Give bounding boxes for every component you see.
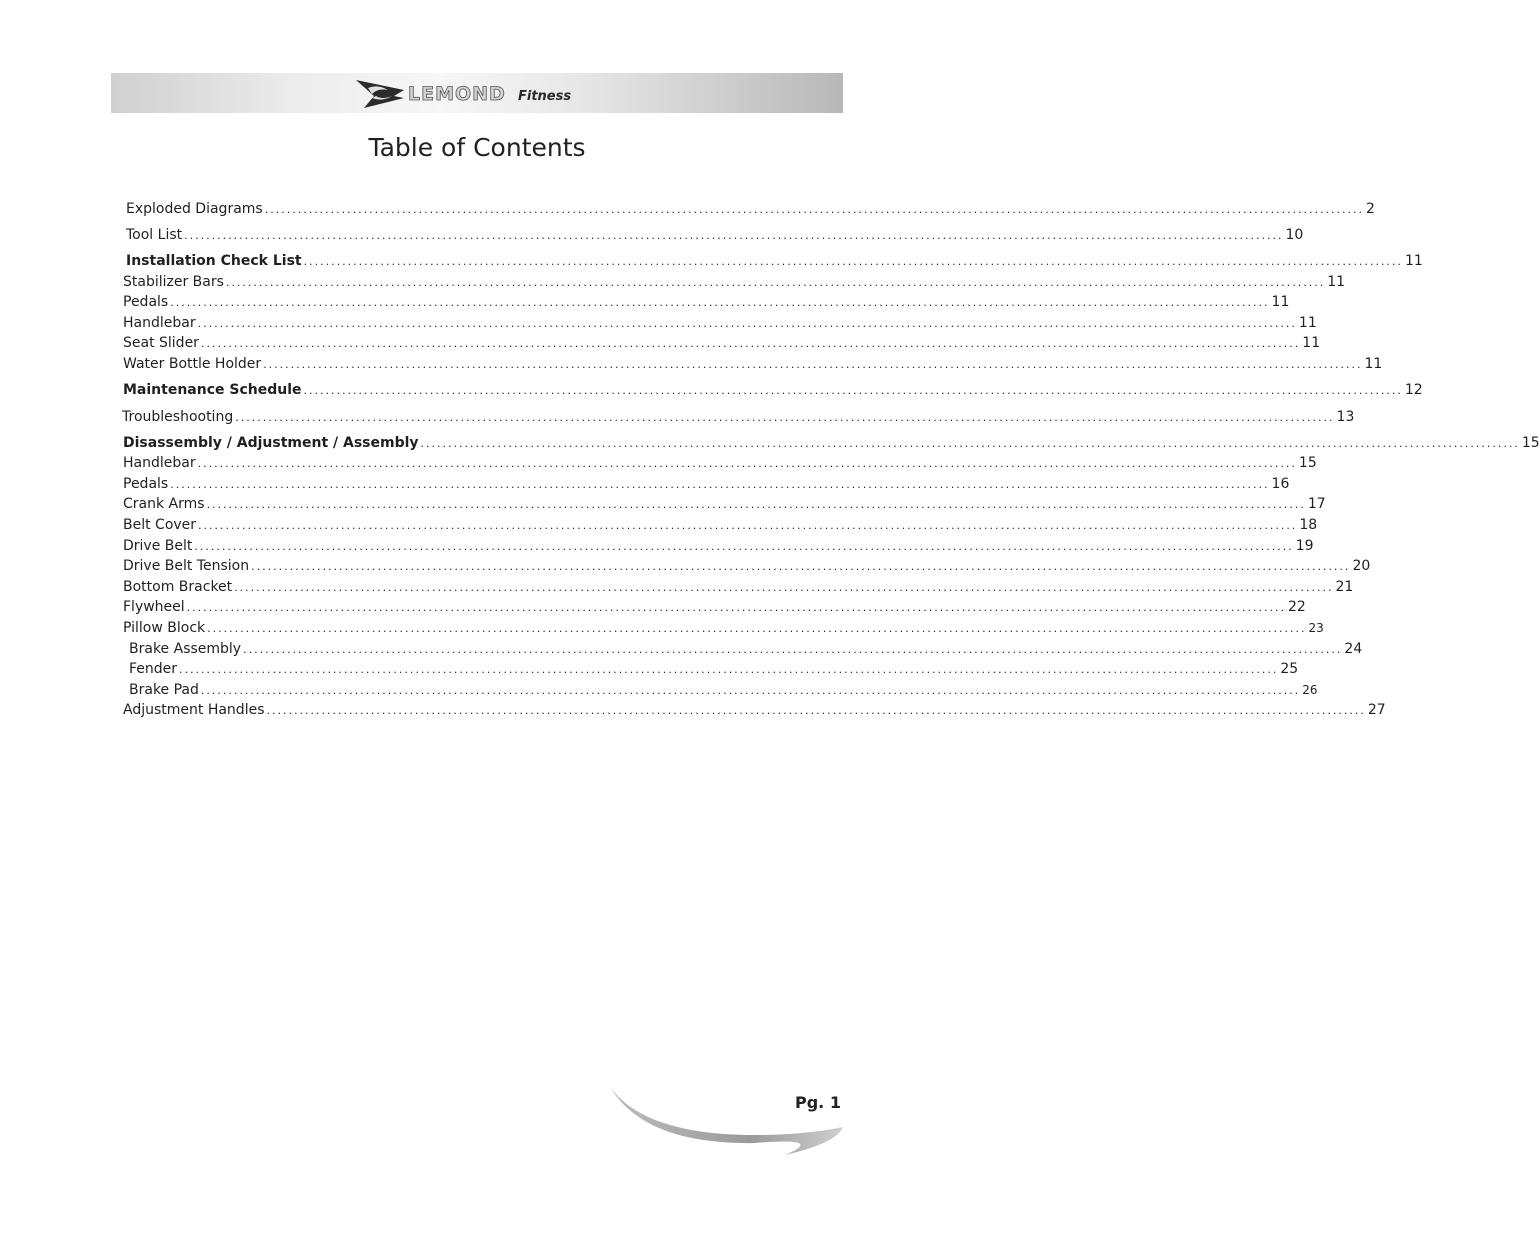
toc-entry-label: Pedals bbox=[123, 294, 169, 310]
toc-entry-page: 13 bbox=[1336, 409, 1355, 425]
toc-leader-dots: ........................................................................................................................................................................................................ bbox=[184, 229, 1284, 242]
page-title: Table of Contents bbox=[368, 133, 586, 162]
toc-leader-dots: ........................................................................................................................................................................................................ bbox=[197, 317, 1297, 330]
toc-entry-label: Drive Belt bbox=[123, 538, 193, 554]
toc-entry-label: Drive Belt Tension bbox=[123, 558, 250, 574]
toc-entry-label: Belt Cover bbox=[123, 517, 197, 533]
toc-entry bbox=[123, 700, 1386, 720]
toc-entry-label: Handlebar bbox=[123, 315, 196, 331]
toc-entry bbox=[126, 199, 1375, 219]
brand-subname: Fitness bbox=[518, 89, 572, 104]
toc-leader-dots: ........................................................................................................................................................................................................ bbox=[303, 384, 1403, 397]
toc-leader-dots: ........................................................................................................................................................................................................ bbox=[266, 704, 1366, 717]
toc-entry-label: Pillow Block bbox=[123, 620, 206, 636]
brand-name: LEMOND bbox=[408, 83, 506, 105]
toc-entry-page: 11 bbox=[1404, 253, 1423, 269]
toc-leader-dots: ........................................................................................................................................................................................................ bbox=[263, 358, 1363, 371]
toc-entry-label: Fender bbox=[129, 661, 178, 677]
toc-entry-page: 19 bbox=[1295, 538, 1314, 554]
toc-entry-page: 11 bbox=[1327, 274, 1346, 290]
toc-entry-label: Brake Pad bbox=[129, 682, 199, 698]
toc-entry bbox=[123, 313, 1317, 333]
toc-entry bbox=[123, 494, 1326, 514]
toc-entry bbox=[123, 433, 1540, 453]
toc-entry bbox=[126, 251, 1423, 271]
toc-entry-label: Tool List bbox=[126, 227, 183, 243]
toc-entry-label: Seat Slider bbox=[123, 335, 199, 351]
toc-entry-label: Maintenance Schedule bbox=[123, 382, 302, 398]
toc-entry-label: Water Bottle Holder bbox=[123, 356, 262, 372]
toc-entry-page: 20 bbox=[1352, 558, 1371, 574]
toc-entry bbox=[123, 292, 1290, 312]
toc-entry-label: Brake Assembly bbox=[129, 641, 242, 657]
toc-entry-page: 25 bbox=[1280, 661, 1299, 677]
toc-leader-dots: ........................................................................................................................................................................................................ bbox=[235, 411, 1335, 424]
toc-entry-page: 22 bbox=[1288, 599, 1306, 615]
toc-entry-page: 26 bbox=[1302, 683, 1318, 697]
toc-leader-dots: ........................................................................................................................................................................................................ bbox=[206, 498, 1306, 511]
toc-entry-label: Handlebar bbox=[123, 455, 196, 471]
toc-leader-dots: ........................................................................................................................................................................................................ bbox=[251, 560, 1351, 573]
toc-leader-dots: ........................................................................................................................................................................................................ bbox=[303, 255, 1403, 268]
toc-entry bbox=[123, 354, 1383, 374]
toc-leader-dots: ........................................................................................................................................................................................................ bbox=[200, 684, 1301, 697]
toc-entry-page: 2 bbox=[1366, 201, 1375, 217]
toc-entry bbox=[122, 407, 1355, 427]
toc-leader-dots: ........................................................................................................................................................................................................ bbox=[194, 540, 1294, 553]
toc-entry bbox=[123, 577, 1354, 597]
toc-entry bbox=[126, 225, 1304, 245]
toc-leader-dots: ........................................................................................................................................................................................................ bbox=[207, 622, 1307, 635]
toc-leader-dots: ........................................................................................................................................................................................................ bbox=[179, 663, 1279, 676]
toc-entry-page: 21 bbox=[1335, 579, 1354, 595]
toc-entry-label: Crank Arms bbox=[123, 496, 205, 512]
toc-entry-page: 18 bbox=[1299, 517, 1318, 533]
toc-entry bbox=[129, 680, 1318, 700]
toc-entry-page: 17 bbox=[1307, 496, 1326, 512]
toc-entry-page: 12 bbox=[1404, 382, 1423, 398]
toc-entry-page: 15 bbox=[1521, 435, 1540, 451]
toc-entry-page: 11 bbox=[1271, 294, 1290, 310]
toc-entry-label: Installation Check List bbox=[126, 253, 302, 269]
toc-entry-label: Pedals bbox=[123, 476, 169, 492]
toc-entry-page: 11 bbox=[1364, 356, 1383, 372]
toc-entry bbox=[123, 597, 1306, 617]
toc-leader-dots: ........................................................................................................................................................................................................ bbox=[198, 519, 1298, 532]
toc-entry bbox=[129, 659, 1299, 679]
toc-leader-dots: ........................................................................................................................................................................................................ bbox=[243, 643, 1343, 656]
toc-entry-page: 23 bbox=[1308, 621, 1324, 635]
toc-leader-dots: ........................................................................................................................................................................................................ bbox=[170, 296, 1270, 309]
toc-leader-dots: ........................................................................................................................................................................................................ bbox=[264, 203, 1365, 216]
toc-leader-dots: ........................................................................................................................................................................................................ bbox=[225, 276, 1326, 289]
toc-entry-page: 24 bbox=[1344, 641, 1363, 657]
toc-leader-dots: ........................................................................................................................................................................................................ bbox=[420, 437, 1520, 450]
toc-entry-label: Disassembly / Adjustment / Assembly bbox=[123, 435, 419, 451]
toc-entry bbox=[123, 515, 1318, 535]
toc-entry-label: Bottom Bracket bbox=[123, 579, 233, 595]
toc-entry bbox=[123, 333, 1321, 353]
toc-leader-dots: ........................................................................................................................................................................................................ bbox=[197, 457, 1297, 470]
toc-entry-page: 16 bbox=[1271, 476, 1290, 492]
toc-entry-page: 10 bbox=[1285, 227, 1304, 243]
toc-entry-page: 15 bbox=[1298, 455, 1317, 471]
toc-entry bbox=[123, 556, 1371, 576]
toc-entry-page: 27 bbox=[1367, 702, 1386, 718]
toc-entry-label: Adjustment Handles bbox=[123, 702, 265, 718]
toc-leader-dots: ........................................................................................................................................................................................................ bbox=[186, 601, 1286, 614]
toc-leader-dots: ........................................................................................................................................................................................................ bbox=[200, 337, 1301, 350]
toc-entry bbox=[123, 536, 1314, 556]
toc-entry-label: Troubleshooting bbox=[122, 409, 234, 425]
toc-entry bbox=[123, 453, 1317, 473]
toc-entry bbox=[123, 380, 1423, 400]
toc-entry bbox=[129, 639, 1363, 659]
toc-leader-dots: ........................................................................................................................................................................................................ bbox=[234, 581, 1334, 594]
toc-entry-label: Stabilizer Bars bbox=[123, 274, 224, 290]
toc-entry bbox=[123, 272, 1346, 292]
toc-entry-page: 11 bbox=[1302, 335, 1321, 351]
toc-entry bbox=[123, 618, 1324, 638]
toc-entry bbox=[123, 474, 1290, 494]
toc-leader-dots: ........................................................................................................................................................................................................ bbox=[170, 478, 1270, 491]
page-number: Pg. 1 bbox=[795, 1093, 841, 1112]
toc-entry-page: 11 bbox=[1298, 315, 1317, 331]
toc-entry-label: Exploded Diagrams bbox=[126, 201, 263, 217]
toc-entry-label: Flywheel bbox=[123, 599, 185, 615]
